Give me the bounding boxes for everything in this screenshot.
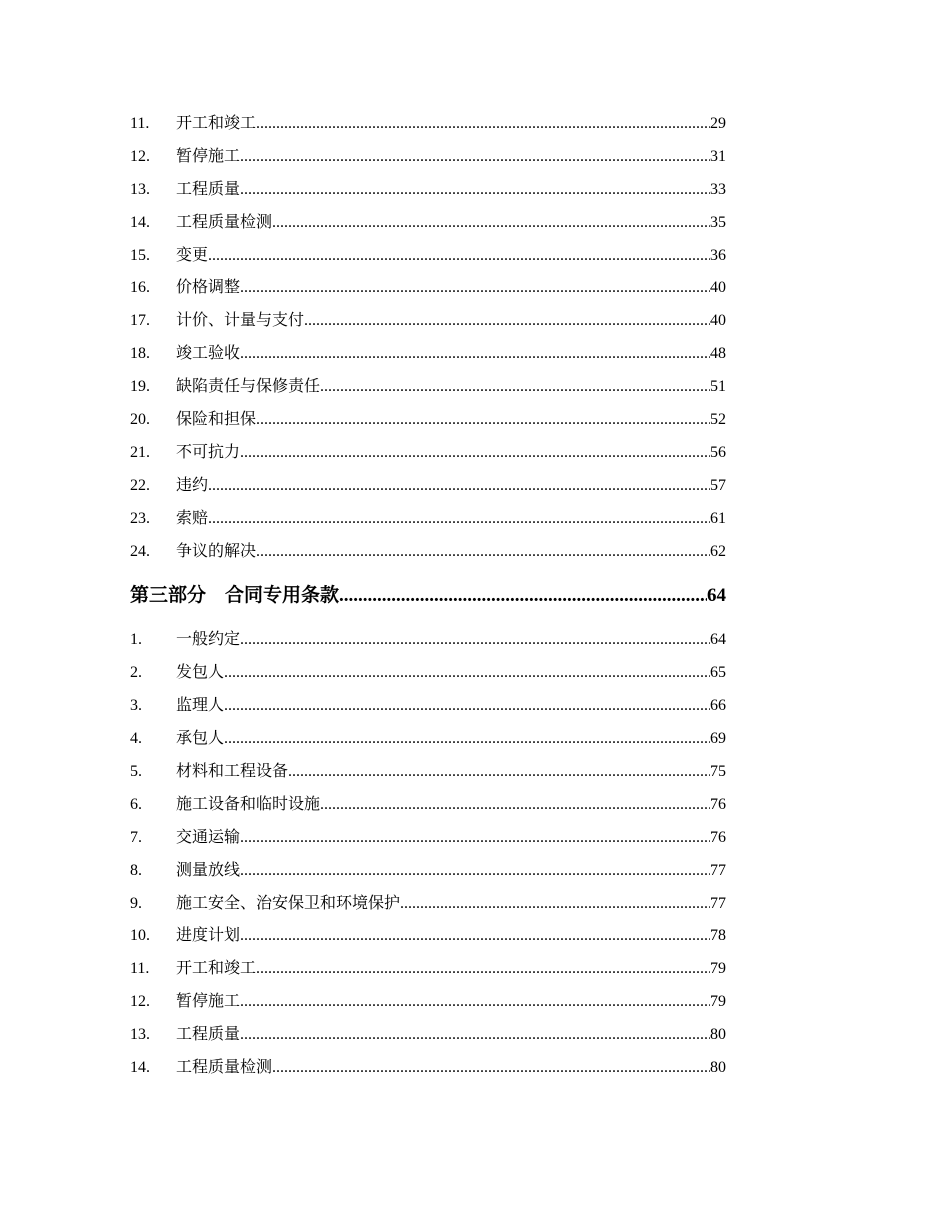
toc-leader-dots: [240, 822, 710, 855]
toc-entry-page-number: 79: [710, 960, 726, 978]
toc-entry-page-number: 76: [710, 795, 726, 813]
toc-entry[interactable]: [130, 108, 726, 141]
toc-entry-number: 13.: [130, 180, 150, 198]
toc-leader-dots: [224, 723, 710, 756]
toc-entry-number: 19.: [130, 378, 150, 396]
toc-entry-page-number: 64: [710, 631, 726, 649]
toc-entry-title: 缺陷责任与保修责任: [176, 378, 321, 396]
toc-entry-page-number: 75: [710, 763, 726, 781]
toc-entry-number: 23.: [130, 509, 150, 527]
toc-entry[interactable]: [130, 404, 726, 437]
toc-leader-dots: [400, 888, 710, 921]
toc-entry-number: 2.: [130, 664, 142, 682]
toc-entry-title: 索赔: [176, 509, 209, 527]
toc-entry[interactable]: [130, 953, 726, 986]
toc-leader-dots: [208, 503, 710, 536]
toc-entry-page-number: 35: [710, 213, 726, 231]
toc-entry-title: 发包人: [176, 664, 225, 682]
toc-entry-number: 4.: [130, 730, 142, 748]
toc-entry-number: 22.: [130, 476, 150, 494]
toc-entry[interactable]: [130, 437, 726, 470]
toc-entry[interactable]: [130, 338, 726, 371]
toc-entry-title: 保险和担保: [176, 411, 257, 429]
toc-entry-number: 17.: [130, 312, 150, 330]
toc-entry-number: 21.: [130, 443, 150, 461]
toc-entry-title: 材料和工程设备: [176, 763, 289, 781]
toc-entry-page-number: 65: [710, 664, 726, 682]
toc-entry-page-number: 48: [710, 345, 726, 363]
toc-entry[interactable]: [130, 624, 726, 657]
toc-entry-title: 工程质量检测: [176, 1059, 273, 1077]
toc-entry[interactable]: [130, 272, 726, 305]
toc-entry-number: 12.: [130, 147, 150, 165]
toc-entry-number: 1.: [130, 631, 142, 649]
toc-leader-dots: [304, 305, 710, 338]
toc-leader-dots: [320, 789, 710, 822]
toc-entry-page-number: 62: [710, 542, 726, 560]
toc-entry-page-number: 36: [710, 246, 726, 264]
toc-entry[interactable]: [130, 822, 726, 855]
toc-leader-dots: [240, 920, 710, 953]
toc-entry-number: 13.: [130, 1026, 150, 1044]
toc-part3-list: [130, 624, 726, 1084]
toc-entry-number: 14.: [130, 213, 150, 231]
toc-leader-dots: [320, 371, 710, 404]
toc-entry-number: 12.: [130, 993, 150, 1011]
toc-entry-page-number: 76: [710, 828, 726, 846]
toc-entry-number: 8.: [130, 861, 142, 879]
toc-entry-page-number: 51: [710, 378, 726, 396]
toc-entry-number: 15.: [130, 246, 150, 264]
toc-entry-title: 变更: [176, 246, 209, 264]
toc-entry-page-number: 31: [710, 147, 726, 165]
toc-entry[interactable]: [130, 690, 726, 723]
toc-leader-dots: [288, 756, 710, 789]
toc-entry-number: 24.: [130, 542, 150, 560]
toc-entry[interactable]: [130, 657, 726, 690]
toc-entry-title: 不可抗力: [176, 443, 241, 461]
toc-entry-number: 18.: [130, 345, 150, 363]
toc-entry[interactable]: [130, 1019, 726, 1052]
toc-leader-dots: [208, 470, 710, 503]
toc-entry-page-number: 40: [710, 312, 726, 330]
toc-entry-title: 暂停施工: [176, 147, 241, 165]
toc-entry-title: 测量放线: [176, 861, 241, 879]
toc-entry-page-number: 80: [710, 1059, 726, 1077]
toc-leader-dots: [339, 568, 707, 624]
toc-entry-title: 工程质量检测: [176, 213, 273, 231]
toc-entry-page-number: 57: [710, 476, 726, 494]
toc-entry-number: 11.: [130, 960, 150, 978]
toc-entry[interactable]: [130, 240, 726, 273]
toc-entry-title: 监理人: [176, 697, 225, 715]
toc-entry-title: 违约: [176, 476, 209, 494]
toc-entry-page-number: 61: [710, 509, 726, 527]
toc-entry-title: 交通运输: [176, 828, 241, 846]
toc-entry-title: 竣工验收: [176, 345, 241, 363]
toc-entry[interactable]: [130, 141, 726, 174]
toc-entry-title: 价格调整: [176, 279, 241, 297]
toc-entry-title: 暂停施工: [176, 993, 241, 1011]
toc-entry-number: 9.: [130, 894, 142, 912]
table-of-contents: [130, 108, 726, 1085]
toc-entry[interactable]: [130, 756, 726, 789]
toc-leader-dots: [272, 207, 710, 240]
toc-leader-dots: [224, 690, 710, 723]
toc-entry-number: 3.: [130, 697, 142, 715]
toc-leader-dots: [240, 141, 710, 174]
toc-entry-number: 10.: [130, 927, 150, 945]
toc-entry[interactable]: [130, 371, 726, 404]
toc-entry-page-number: 66: [710, 697, 726, 715]
toc-leader-dots: [272, 1052, 710, 1085]
toc-entry-number: 6.: [130, 795, 142, 813]
toc-leader-dots: [240, 1019, 710, 1052]
toc-leader-dots: [256, 108, 710, 141]
toc-entry[interactable]: [130, 723, 726, 756]
toc-entry-page-number: 79: [710, 993, 726, 1011]
toc-entry[interactable]: [130, 305, 726, 338]
toc-leader-dots: [256, 953, 710, 986]
toc-part2-list: [130, 108, 726, 568]
toc-leader-dots: [240, 624, 710, 657]
toc-entry[interactable]: [130, 174, 726, 207]
toc-leader-dots: [240, 174, 710, 207]
toc-entry-title: 工程质量: [176, 180, 241, 198]
toc-entry-page-number: 33: [710, 180, 726, 198]
toc-entry-page-number: 29: [710, 115, 726, 132]
toc-entry-page-number: 52: [710, 411, 726, 429]
toc-entry-title: 承包人: [176, 730, 225, 748]
toc-entry-number: 14.: [130, 1059, 150, 1077]
toc-entry-title: 计价、计量与支付: [176, 312, 305, 330]
toc-entry[interactable]: [130, 888, 726, 921]
toc-entry-number: 7.: [130, 828, 142, 846]
toc-leader-dots: [256, 404, 710, 437]
toc-leader-dots: [256, 536, 710, 569]
toc-entry-title: 开工和竣工: [176, 115, 257, 132]
toc-entry-number: 11.: [130, 115, 150, 132]
toc-entry-title: 一般约定: [176, 631, 241, 649]
toc-entry-number: 5.: [130, 763, 142, 781]
toc-entry[interactable]: [130, 1052, 726, 1085]
toc-entry-title: 施工设备和临时设施: [176, 795, 321, 813]
toc-leader-dots: [240, 855, 710, 888]
toc-entry-page-number: 69: [710, 730, 726, 748]
toc-leader-dots: [224, 657, 710, 690]
toc-entry-title: 争议的解决: [176, 542, 257, 560]
toc-entry[interactable]: [130, 470, 726, 503]
toc-entry-title: 开工和竣工: [176, 960, 257, 978]
toc-entry-number: 16.: [130, 279, 150, 297]
toc-entry-page-number: 77: [710, 861, 726, 879]
toc-entry[interactable]: [130, 789, 726, 822]
toc-section-title: 第三部分 合同专用条款: [130, 585, 340, 607]
toc-section-page-number: 64: [707, 585, 726, 607]
toc-leader-dots: [240, 437, 710, 470]
toc-entry-title: 施工安全、治安保卫和环境保护: [176, 894, 401, 912]
toc-entry[interactable]: [130, 920, 726, 953]
toc-leader-dots: [208, 240, 710, 273]
toc-entry-title: 进度计划: [176, 927, 241, 945]
toc-entry[interactable]: [130, 207, 726, 240]
toc-section-heading[interactable]: [130, 568, 726, 624]
toc-entry[interactable]: [130, 855, 726, 888]
toc-entry[interactable]: [130, 986, 726, 1019]
toc-entry-page-number: 80: [710, 1026, 726, 1044]
toc-leader-dots: [240, 272, 710, 305]
toc-entry[interactable]: [130, 503, 726, 536]
toc-entry-page-number: 40: [710, 279, 726, 297]
toc-entry[interactable]: [130, 536, 726, 569]
toc-leader-dots: [240, 338, 710, 371]
toc-entry-number: 20.: [130, 411, 150, 429]
toc-entry-page-number: 77: [710, 894, 726, 912]
toc-entry-page-number: 78: [710, 927, 726, 945]
toc-entry-title: 工程质量: [176, 1026, 241, 1044]
toc-entry-page-number: 56: [710, 443, 726, 461]
toc-leader-dots: [240, 986, 710, 1019]
